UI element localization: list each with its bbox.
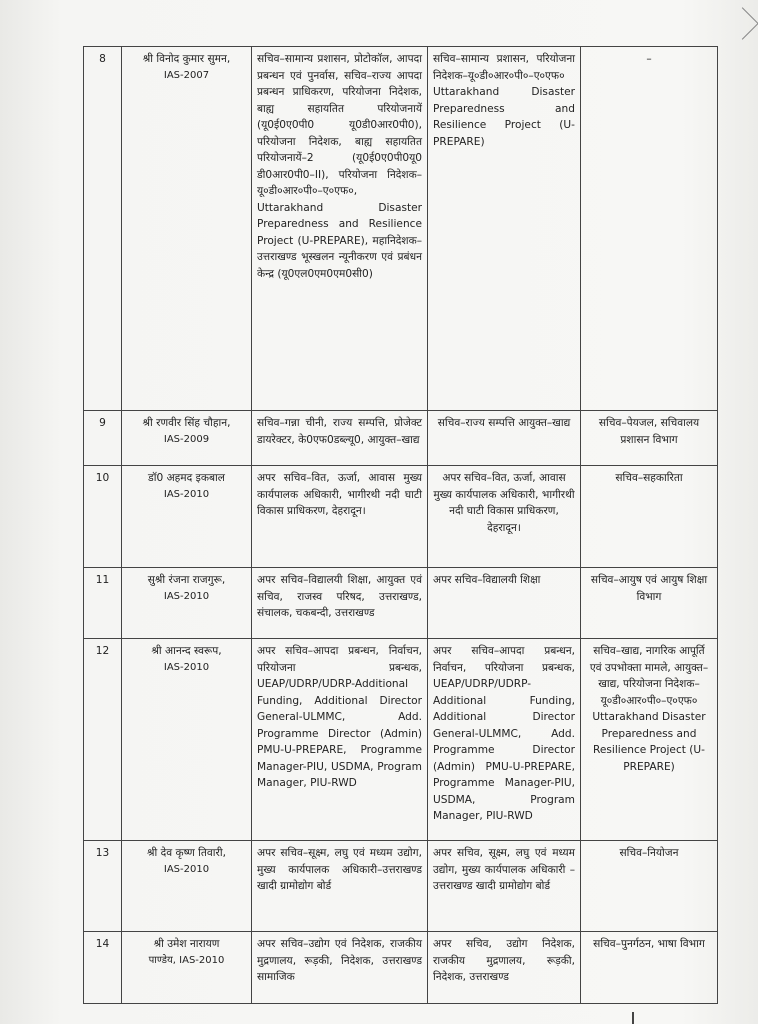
table-row [84,568,718,639]
additional-charge: सचिव–पुनर्गठन, भाषा विभाग [581,932,718,1004]
officer-batch: IAS-2010 [163,488,210,500]
additional-charge: सचिव–सहकारिता [581,466,718,568]
officer-batch: IAS-2009 [163,433,210,445]
additional-charge: सचिव–नियोजन [581,841,718,932]
officer-name: श्री रणवीर सिंह चौहान, [142,417,231,429]
current-posting: सचिव–गन्ना चीनी, राज्य सम्पत्ति, प्रोजेक्ट डायरेक्टर, के0एफ0डब्ल्यू0, आयुक्त–खाद्य [252,411,428,466]
page-edge-mark [632,1012,634,1024]
officer-name: श्री आनन्द स्वरूप, [151,645,222,657]
officer-name-cell [122,932,252,1004]
officer-name-cell [122,841,252,932]
new-posting: सचिव–राज्य सम्पत्ति आयुक्त–खाद्य [428,411,581,466]
officer-name-cell [122,639,252,841]
officer-name: डॉ0 अहमद इकबाल [148,472,225,484]
officer-name: श्री विनोद कुमार सुमन, [142,53,231,65]
table-row [84,47,718,411]
current-posting: अपर सचिव–वित, ऊर्जा, आवास मुख्य कार्यपालक अधिकारी, भागीरथी नदी घाटी विकास प्राधिकरण, देहरादून। [252,466,428,568]
serial-number: 11 [84,568,122,639]
additional-charge: सचिव–आयुष एवं आयुष शिक्षा विभाग [581,568,718,639]
current-posting: सचिव–सामान्य प्रशासन, प्रोटोकॉल, आपदा प्रबन्धन एवं पुनर्वास, सचिव–राज्य आपदा प्रबन्धन प्राधिकरण, परियोजना निदेशक, बाह्य सहायतित परियोजनायें (यू0ई0ए0पी0 यू0डी0आर0पी0), परियोजना निदेशक, बाह्य सहायतित परियोजनायें–2 (यू0ई0ए0पी0यू0 डी0आर0पी0–II), परियोजना निदेशक–यू०डी०आर०पी०–ए०एफ०, Uttarakhand Disaster Preparedness and Resilience Project (U-PREPARE), महानिदेशक– उत्तराखण्ड भूस्खलन न्यूनीकरण एवं प्रबंधन केन्द्र (यू0एल0एम0एम0सी0) [252,47,428,411]
officer-transfer-table [83,46,718,1004]
table-row [84,411,718,466]
serial-number: 8 [84,47,122,411]
additional-charge: – [581,47,718,411]
new-posting: अपर सचिव, सूक्ष्म, लघु एवं मध्यम उद्योग, मुख्य कार्यपालक अधिकारी –उत्तराखण्ड खादी ग्रामोद्योग बोर्ड [428,841,581,932]
officer-batch: IAS-2010 [163,590,210,602]
new-posting: अपर सचिव–विद्यालयी शिक्षा [428,568,581,639]
officer-name-cell [122,411,252,466]
officer-name: श्री देव कृष्ण तिवारी, [147,847,226,859]
serial-number: 10 [84,466,122,568]
current-posting: अपर सचिव–सूक्ष्म, लघु एवं मध्यम उद्योग, मुख्य कार्यपालक अधिकारी–उत्तराखण्ड खादी ग्रामोद्योग बोर्ड [252,841,428,932]
table-row [84,466,718,568]
officer-batch: IAS-2007 [163,69,210,81]
officer-name: श्री उमेश नारायण [153,938,220,950]
new-posting: सचिव–सामान्य प्रशासन, परियोजना निदेशक–यू०डी०आर०पी०–ए०एफ० Uttarakhand Disaster Preparedness and Resilience Project (U-PREPARE) [428,47,581,411]
current-posting: अपर सचिव–विद्यालयी शिक्षा, आयुक्त एवं सचिव, राजस्व परिषद, उत्तराखण्ड, संचालक, चकबन्दी, उत्तराखण्ड [252,568,428,639]
new-posting: अपर सचिव–आपदा प्रबन्धन, निर्वाचन, परियोजना प्रबन्धक, UEAP/UDRP/UDRP-Additional Funding, Additional Director General-ULMMC, Add. Programme Director (Admin) PMU-U-PREPARE, Programme Manager-PIU, USDMA, Program Manager, PIU-RWD [428,639,581,841]
current-posting: अपर सचिव–आपदा प्रबन्धन, निर्वाचन, परियोजना प्रबन्धक, UEAP/UDRP/UDRP-Additional Funding, Additional Director General-ULMMC, Add. Programme Director (Admin) PMU-U-PREPARE, Programme Manager-PIU, USDMA, Program Manager, PIU-RWD [252,639,428,841]
table-row [84,932,718,1004]
officer-batch: पाण्डेय, IAS-2010 [148,954,225,966]
table-row [84,841,718,932]
serial-number: 9 [84,411,122,466]
officer-name-cell [122,568,252,639]
officer-name: सुश्री रंजना राजगुरू, [147,574,226,586]
serial-number: 14 [84,932,122,1004]
serial-number: 13 [84,841,122,932]
officer-batch: IAS-2010 [163,863,210,875]
additional-charge: सचिव–पेयजल, सचिवालय प्रशासन विभाग [581,411,718,466]
additional-charge: सचिव–खाद्य, नागरिक आपूर्ति एवं उपभोक्ता मामले, आयुक्त–खाद्य, परियोजना निदेशक–यू०डी०आर०पी०–ए०एफ० Uttarakhand Disaster Preparedness and Resilience Project (U-PREPARE) [581,639,718,841]
officer-name-cell [122,47,252,411]
officer-name-cell [122,466,252,568]
current-posting: अपर सचिव–उद्योग एवं निदेशक, राजकीय मुद्रणालय, रूड़की, निदेशक, उत्तराखण्ड सामाजिक [252,932,428,1004]
new-posting: अपर सचिव, उद्योग निदेशक, राजकीय मुद्रणालय, रूड़की, निदेशक, उत्तराखण्ड [428,932,581,1004]
serial-number: 12 [84,639,122,841]
new-posting: अपर सचिव–वित, ऊर्जा, आवास मुख्य कार्यपालक अधिकारी, भागीरथी नदी घाटी विकास प्राधिकरण, देहरादून। [428,466,581,568]
table-row [84,639,718,841]
officer-batch: IAS-2010 [163,661,210,673]
